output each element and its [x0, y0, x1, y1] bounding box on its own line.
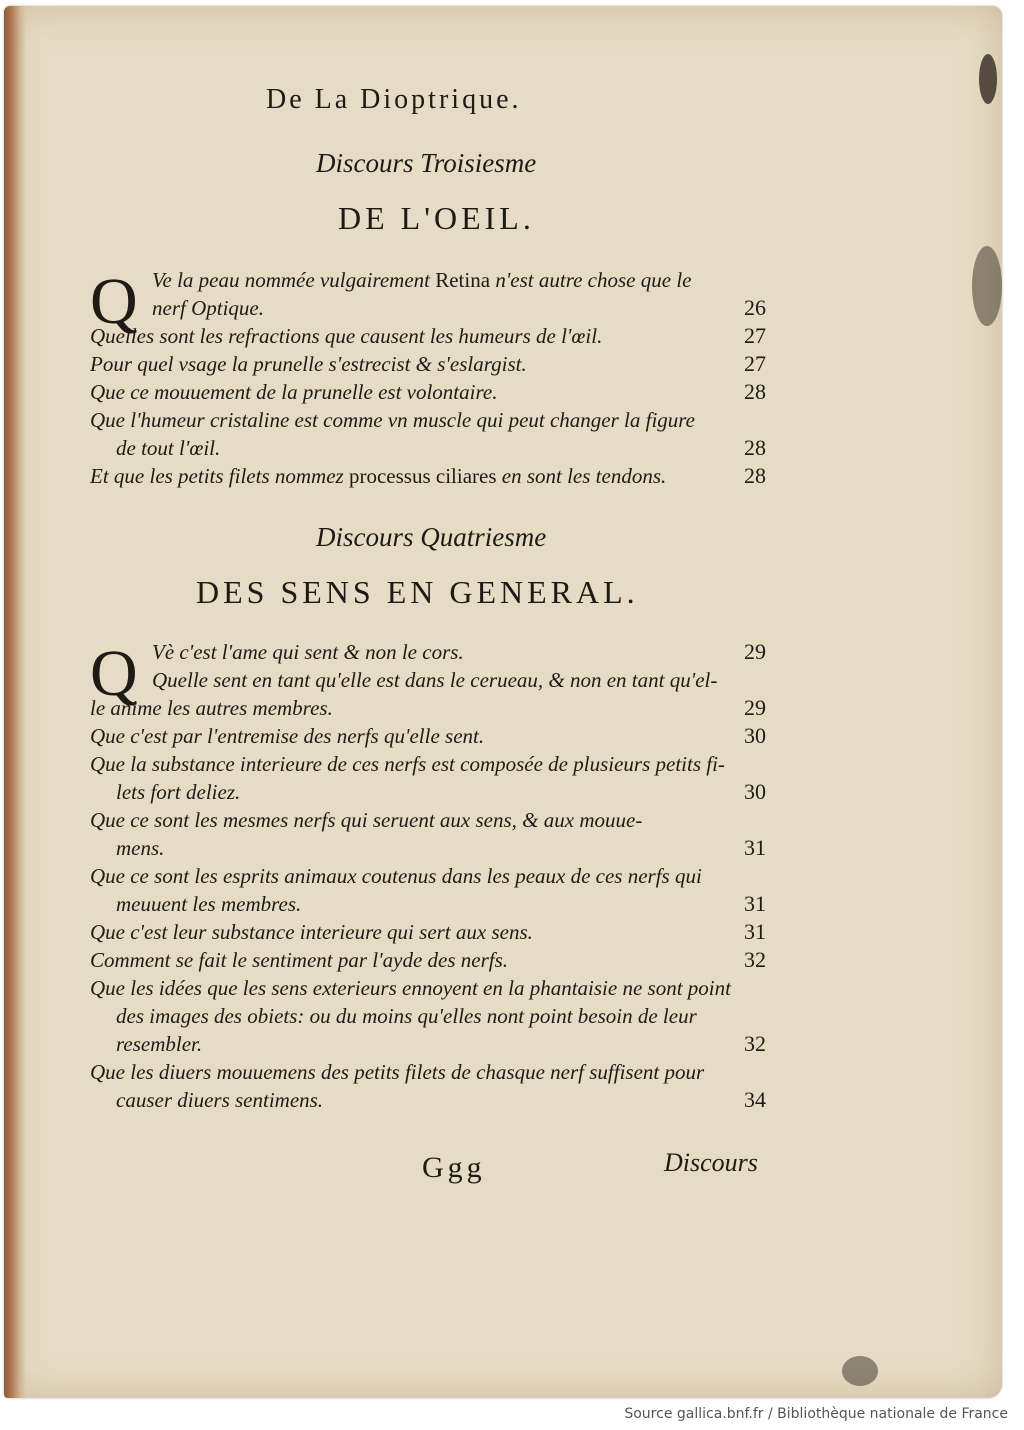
page-number: 30: [744, 723, 766, 748]
toc-entry: Que la substance interieure de ces nerfs est composée de plusieurs petits fi-: [90, 752, 725, 776]
toc-entry: Que ce mouuement de la prunelle est volontaire. 28: [90, 379, 766, 404]
page-number: 31: [744, 919, 766, 944]
signature-mark: Ggg: [422, 1151, 486, 1184]
discourse-4-title: DES SENS EN GENERAL.: [196, 574, 639, 610]
toc-entry: causer diuers sentimens. 34: [116, 1087, 766, 1112]
toc-entry: Pour quel vsage la prunelle s'estrecist & s'eslargist. 27: [90, 351, 766, 376]
toc-entry: Que ce sont les mesmes nerfs qui seruent aux sens, & aux mouue-: [90, 808, 643, 832]
toc-entry: mens. 31: [116, 835, 766, 860]
toc-entry: Que les idées que les sens exterieurs ennoyent en la phantaisie ne sont point: [90, 976, 731, 1000]
toc-entry: Que ce sont les esprits animaux coutenus dans les peaux de ces nerfs qui: [90, 864, 702, 888]
toc-entry: lets fort deliez. 30: [116, 779, 766, 804]
page-number: 28: [744, 379, 766, 404]
toc-entry: des images des obiets: ou du moins qu'elles nont point besoin de leur: [116, 1004, 697, 1028]
discourse-3-label: Discours Troisiesme: [316, 148, 537, 178]
toc-entry: Ve la peau nommée vulgairement Retina n'est autre chose que le: [152, 268, 692, 292]
page-number: 26: [744, 295, 766, 320]
toc-entry: le anime les autres membres. 29: [90, 695, 766, 720]
page-number: 32: [744, 1031, 766, 1056]
toc-entry: resembler. 32: [116, 1031, 766, 1056]
page-number: 29: [744, 639, 766, 664]
toc-entry: Que c'est leur substance interieure qui sert aux sens. 31: [90, 919, 766, 944]
discourse-3-title: DE L'OEIL.: [338, 200, 535, 236]
page-number: 34: [744, 1087, 766, 1112]
book-page: [4, 6, 1002, 1398]
toc-entry: nerf Optique. 26: [152, 295, 766, 320]
running-header: De La Dioptrique.: [266, 84, 522, 115]
page-number: 27: [744, 323, 766, 348]
toc-entry: Que l'humeur cristaline est comme vn muscle qui peut changer la figure: [90, 408, 696, 432]
page-number: 28: [744, 435, 766, 460]
discourse-4-label: Discours Quatriesme: [316, 522, 547, 552]
page-number: 27: [744, 351, 766, 376]
page-number: 29: [744, 695, 766, 720]
toc-entry: Que les diuers mouuemens des petits filets de chasque nerf suffisent pour: [90, 1060, 705, 1084]
toc-entry: Que c'est par l'entremise des nerfs qu'elle sent. 30: [90, 723, 766, 748]
page-number: 32: [744, 947, 766, 972]
toc-entry: Quelles sont les refractions que causent les humeurs de l'œil. 27: [90, 323, 766, 348]
toc-entry: Quelle sent en tant qu'elle est dans le cerueau, & non en tant qu'el-: [152, 668, 718, 692]
drop-cap: Q: [90, 637, 138, 710]
toc-list-discourse-4: [90, 638, 766, 1114]
source-credit: Source gallica.bnf.fr / Bibliothèque nationale de France: [624, 1406, 1008, 1422]
page-number: 31: [744, 891, 766, 916]
toc-entry: meuuent les membres. 31: [116, 891, 766, 916]
page-number: 31: [744, 835, 766, 860]
toc-entry: Vè c'est l'ame qui sent & non le cors. 29: [152, 639, 766, 664]
toc-list-discourse-3: [90, 266, 766, 490]
catchword: Discours: [664, 1148, 758, 1177]
page-number: 30: [744, 779, 766, 804]
toc-entry: Et que les petits filets nommez processus ciliares en sont les tendons. 28: [90, 463, 766, 488]
page-number: 28: [744, 463, 766, 488]
toc-entry: Comment se fait le sentiment par l'ayde des nerfs. 32: [90, 947, 766, 972]
drop-cap: Q: [90, 265, 138, 338]
toc-entry: de tout l'œil. 28: [116, 435, 766, 460]
